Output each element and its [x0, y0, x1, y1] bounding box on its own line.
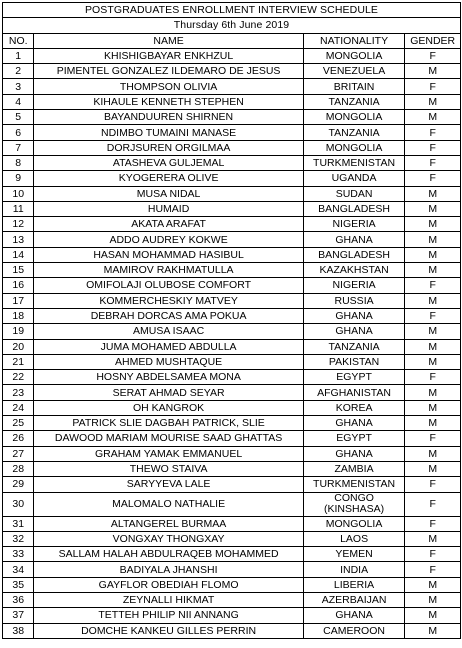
cell-nationality: GHANA	[303, 416, 405, 431]
cell-gender: M	[405, 416, 461, 431]
table-row	[3, 446, 461, 461]
table-row	[3, 623, 461, 638]
table-row	[3, 324, 461, 339]
cell-name: MAMIROV RAKHMATULLA	[34, 263, 303, 278]
cell-nationality: CONGO (KINSHASA)	[303, 492, 405, 516]
table-row	[3, 155, 461, 170]
cell-gender: F	[405, 477, 461, 492]
cell-no: 27	[3, 446, 34, 461]
cell-gender: M	[405, 263, 461, 278]
table-row	[3, 516, 461, 531]
cell-no: 34	[3, 562, 34, 577]
cell-no: 35	[3, 577, 34, 592]
cell-gender: F	[405, 79, 461, 94]
cell-no: 33	[3, 547, 34, 562]
table-row	[3, 110, 461, 125]
cell-no: 12	[3, 217, 34, 232]
cell-nationality: PAKISTAN	[303, 354, 405, 369]
header-gender: GENDER	[405, 33, 461, 48]
table-row	[3, 140, 461, 155]
table-row	[3, 339, 461, 354]
cell-gender: F	[405, 492, 461, 516]
table-row	[3, 354, 461, 369]
cell-nationality: EGYPT	[303, 370, 405, 385]
cell-no: 24	[3, 400, 34, 415]
cell-no: 16	[3, 278, 34, 293]
cell-no: 28	[3, 461, 34, 476]
cell-nationality: NIGERIA	[303, 217, 405, 232]
cell-no: 4	[3, 94, 34, 109]
header-no: NO.	[3, 33, 34, 48]
cell-nationality: RUSSIA	[303, 293, 405, 308]
cell-gender: M	[405, 400, 461, 415]
title-row	[3, 3, 461, 18]
cell-no: 17	[3, 293, 34, 308]
cell-no: 6	[3, 125, 34, 140]
table-row	[3, 217, 461, 232]
table-row	[3, 477, 461, 492]
schedule-sheet	[2, 2, 461, 639]
cell-name: SARYYEVA LALE	[34, 477, 303, 492]
cell-name: KHISHIGBAYAR ENKHZUL	[34, 48, 303, 63]
cell-gender: M	[405, 592, 461, 607]
table-row	[3, 201, 461, 216]
cell-nationality: GHANA	[303, 608, 405, 623]
cell-gender: F	[405, 547, 461, 562]
cell-nationality: MONGOLIA	[303, 48, 405, 63]
cell-gender: M	[405, 531, 461, 546]
cell-name: DORJSUREN ORGILMAA	[34, 140, 303, 155]
cell-nationality: TANZANIA	[303, 125, 405, 140]
cell-nationality: KAZAKHSTAN	[303, 263, 405, 278]
cell-name: DAWOOD MARIAM MOURISE SAAD GHATTAS	[34, 431, 303, 446]
cell-gender: M	[405, 64, 461, 79]
cell-name: HUMAID	[34, 201, 303, 216]
cell-gender: F	[405, 431, 461, 446]
cell-nationality: YEMEN	[303, 547, 405, 562]
cell-name: HASAN MOHAMMAD HASIBUL	[34, 247, 303, 262]
cell-gender: M	[405, 247, 461, 262]
table-row	[3, 247, 461, 262]
cell-name: VONGXAY THONGXAY	[34, 531, 303, 546]
cell-nationality: KOREA	[303, 400, 405, 415]
cell-no: 20	[3, 339, 34, 354]
cell-gender: M	[405, 385, 461, 400]
cell-no: 14	[3, 247, 34, 262]
cell-no: 15	[3, 263, 34, 278]
header-name: NAME	[34, 33, 303, 48]
table-row	[3, 385, 461, 400]
cell-no: 19	[3, 324, 34, 339]
cell-gender: M	[405, 623, 461, 638]
cell-gender: M	[405, 110, 461, 125]
cell-nationality: LIBERIA	[303, 577, 405, 592]
cell-nationality: EGYPT	[303, 431, 405, 446]
cell-nationality: VENEZUELA	[303, 64, 405, 79]
table-row	[3, 562, 461, 577]
cell-no: 21	[3, 354, 34, 369]
cell-no: 5	[3, 110, 34, 125]
cell-gender: M	[405, 186, 461, 201]
cell-nationality: GHANA	[303, 446, 405, 461]
table-row	[3, 263, 461, 278]
cell-nationality: BRITAIN	[303, 79, 405, 94]
cell-name: PATRICK SLIE DAGBAH PATRICK, SLIE	[34, 416, 303, 431]
cell-gender: M	[405, 608, 461, 623]
cell-nationality: AZERBAIJAN	[303, 592, 405, 607]
table-row	[3, 577, 461, 592]
cell-no: 11	[3, 201, 34, 216]
cell-name: THOMPSON OLIVIA	[34, 79, 303, 94]
schedule-table	[2, 2, 461, 639]
table-row	[3, 186, 461, 201]
table-row	[3, 79, 461, 94]
cell-name: DEBRAH DORCAS AMA POKUA	[34, 308, 303, 323]
cell-name: BAYANDUUREN SHIRNEN	[34, 110, 303, 125]
cell-no: 29	[3, 477, 34, 492]
table-row	[3, 592, 461, 607]
cell-name: DOMCHE KANKEU GILLES PERRIN	[34, 623, 303, 638]
cell-name: BADIYALA JHANSHI	[34, 562, 303, 577]
cell-nationality: TANZANIA	[303, 94, 405, 109]
table-row	[3, 416, 461, 431]
cell-name: TETTEH PHILIP NII ANNANG	[34, 608, 303, 623]
table-row	[3, 64, 461, 79]
cell-no: 2	[3, 64, 34, 79]
cell-nationality: TANZANIA	[303, 339, 405, 354]
table-row	[3, 293, 461, 308]
cell-nationality: CAMEROON	[303, 623, 405, 638]
cell-nationality: LAOS	[303, 531, 405, 546]
cell-gender: F	[405, 171, 461, 186]
cell-gender: F	[405, 155, 461, 170]
cell-name: KYOGERERA OLIVE	[34, 171, 303, 186]
cell-gender: F	[405, 278, 461, 293]
table-row	[3, 431, 461, 446]
date-row	[3, 18, 461, 33]
cell-name: HOSNY ABDELSAMEA MONA	[34, 370, 303, 385]
cell-gender: F	[405, 370, 461, 385]
cell-no: 38	[3, 623, 34, 638]
cell-nationality: INDIA	[303, 562, 405, 577]
cell-name: AKATA ARAFAT	[34, 217, 303, 232]
cell-nationality: GHANA	[303, 324, 405, 339]
cell-name: JUMA MOHAMED ABDULLA	[34, 339, 303, 354]
cell-nationality: NIGERIA	[303, 278, 405, 293]
cell-name: MUSA NIDAL	[34, 186, 303, 201]
header-nationality: NATIONALITY	[303, 33, 405, 48]
cell-no: 25	[3, 416, 34, 431]
cell-gender: M	[405, 577, 461, 592]
cell-gender: M	[405, 293, 461, 308]
cell-no: 26	[3, 431, 34, 446]
table-row	[3, 232, 461, 247]
cell-name: ATASHEVA GULJEMAL	[34, 155, 303, 170]
cell-gender: F	[405, 562, 461, 577]
cell-name: MALOMALO NATHALIE	[34, 492, 303, 516]
cell-no: 37	[3, 608, 34, 623]
cell-nationality: MONGOLIA	[303, 516, 405, 531]
table-row	[3, 48, 461, 63]
cell-nationality: BANGLADESH	[303, 201, 405, 216]
cell-no: 3	[3, 79, 34, 94]
cell-gender: F	[405, 308, 461, 323]
header-row	[3, 33, 461, 48]
cell-gender: M	[405, 339, 461, 354]
table-row	[3, 608, 461, 623]
table-row	[3, 461, 461, 476]
cell-no: 18	[3, 308, 34, 323]
table-row	[3, 400, 461, 415]
cell-no: 10	[3, 186, 34, 201]
cell-gender: M	[405, 217, 461, 232]
cell-name: SERAT AHMAD SEYAR	[34, 385, 303, 400]
schedule-date: Thursday 6th June 2019	[3, 18, 461, 33]
cell-no: 23	[3, 385, 34, 400]
cell-no: 1	[3, 48, 34, 63]
cell-nationality: BANGLADESH	[303, 247, 405, 262]
cell-nationality: AFGHANISTAN	[303, 385, 405, 400]
cell-name: GAYFLOR OBEDIAH FLOMO	[34, 577, 303, 592]
cell-no: 9	[3, 171, 34, 186]
cell-name: ZEYNALLI HIKMAT	[34, 592, 303, 607]
cell-no: 13	[3, 232, 34, 247]
table-row	[3, 308, 461, 323]
cell-no: 7	[3, 140, 34, 155]
cell-gender: F	[405, 125, 461, 140]
cell-nationality: ZAMBIA	[303, 461, 405, 476]
cell-no: 22	[3, 370, 34, 385]
cell-nationality: MONGOLIA	[303, 110, 405, 125]
table-row	[3, 171, 461, 186]
cell-gender: M	[405, 232, 461, 247]
table-row	[3, 531, 461, 546]
cell-name: KIHAULE KENNETH STEPHEN	[34, 94, 303, 109]
cell-name: OH KANGROK	[34, 400, 303, 415]
cell-gender: F	[405, 140, 461, 155]
cell-name: AMUSA ISAAC	[34, 324, 303, 339]
table-row	[3, 492, 461, 516]
cell-gender: M	[405, 354, 461, 369]
cell-name: OMIFOLAJI OLUBOSE COMFORT	[34, 278, 303, 293]
schedule-rows	[3, 48, 461, 638]
table-row	[3, 94, 461, 109]
cell-gender: M	[405, 201, 461, 216]
cell-no: 31	[3, 516, 34, 531]
cell-nationality: GHANA	[303, 232, 405, 247]
cell-no: 36	[3, 592, 34, 607]
table-row	[3, 125, 461, 140]
table-row	[3, 370, 461, 385]
cell-name: THEWO STAIVA	[34, 461, 303, 476]
cell-nationality: MONGOLIA	[303, 140, 405, 155]
cell-gender: M	[405, 94, 461, 109]
cell-nationality: SUDAN	[303, 186, 405, 201]
table-row	[3, 547, 461, 562]
cell-name: KOMMERCHESKIY MATVEY	[34, 293, 303, 308]
cell-gender: M	[405, 446, 461, 461]
cell-name: NDIMBO TUMAINI MANASE	[34, 125, 303, 140]
cell-nationality: TURKMENISTAN	[303, 477, 405, 492]
cell-name: ADDO AUDREY KOKWE	[34, 232, 303, 247]
cell-name: SALLAM HALAH ABDULRAQEB MOHAMMED	[34, 547, 303, 562]
cell-name: AHMED MUSHTAQUE	[34, 354, 303, 369]
cell-nationality: GHANA	[303, 308, 405, 323]
document-title: POSTGRADUATES ENROLLMENT INTERVIEW SCHEDULE	[3, 3, 461, 18]
cell-gender: F	[405, 516, 461, 531]
cell-gender: M	[405, 324, 461, 339]
table-row	[3, 278, 461, 293]
cell-nationality: UGANDA	[303, 171, 405, 186]
cell-name: GRAHAM YAMAK EMMANUEL	[34, 446, 303, 461]
cell-no: 32	[3, 531, 34, 546]
cell-gender: M	[405, 461, 461, 476]
cell-nationality: TURKMENISTAN	[303, 155, 405, 170]
cell-name: PIMENTEL GONZALEZ ILDEMARO DE JESUS	[34, 64, 303, 79]
cell-no: 30	[3, 492, 34, 516]
cell-name: ALTANGEREL BURMAA	[34, 516, 303, 531]
cell-no: 8	[3, 155, 34, 170]
cell-gender: F	[405, 48, 461, 63]
